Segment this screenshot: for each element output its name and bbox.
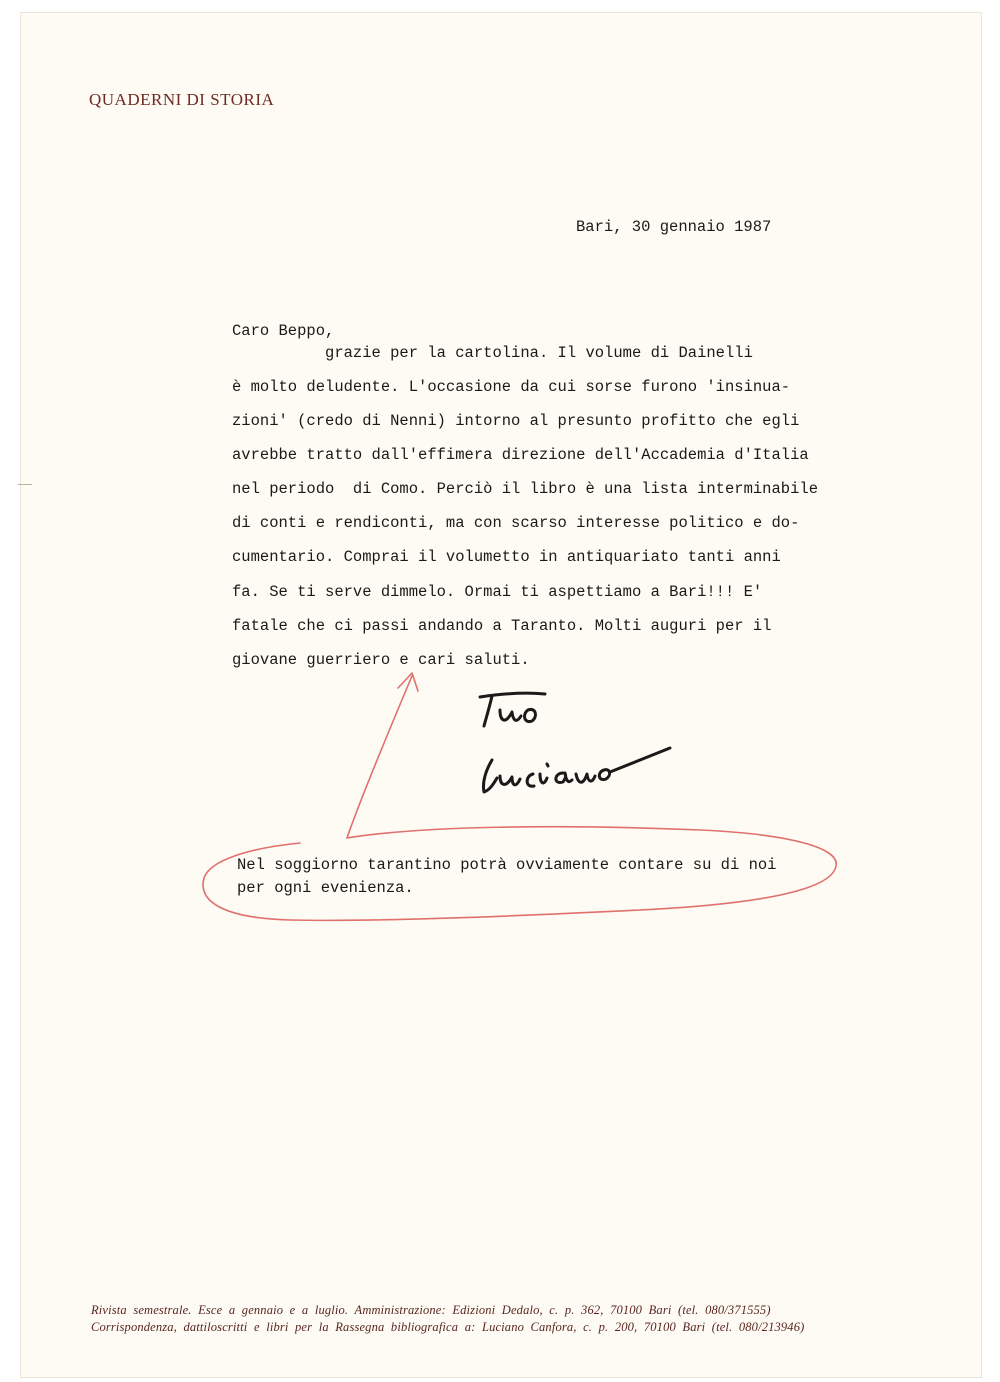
salutation: Caro Beppo, [232,322,335,340]
postscript-line: Nel soggiorno tarantino potrà ovviamente contare su di noi [237,856,777,874]
body-line: grazie per la cartolina. Il volume di Dainelli [232,344,753,362]
body-line: zioni' (credo di Nenni) intorno al presunto profitto che egli [232,412,800,430]
body-line: è molto deludente. L'occasione da cui sorse furono 'insinua- [232,378,791,396]
body-line: avrebbe tratto dall'effimera direzione dell'Accademia d'Italia [232,446,809,464]
postscript-line: per ogni evenienza. [237,879,414,897]
footer-line: Rivista semestrale. Esce a gennaio e a luglio. Amministrazione: Edizioni Dedalo, c. p. 362, 70100 Bari (tel. 080/371555) [91,1303,771,1317]
body-line: fatale che ci passi andando a Taranto. Molti auguri per il [232,617,772,635]
body-line: di conti e rendiconti, ma con scarso interesse politico e do- [232,514,800,532]
letterhead-title: QUADERNI DI STORIA [89,90,275,109]
letter-date: Bari, 30 gennaio 1987 [576,218,772,236]
body-line: cumentario. Comprai il volumetto in antiquariato tanti anni [232,548,781,566]
body-line: nel periodo di Como. Perciò il libro è una lista interminabile [232,480,818,498]
footer-line: Corrispondenza, dattiloscritti e libri per la Rassegna bibliografica a: Luciano Canfora, c. p. 200, 70100 Bari (tel. 080/213946) [91,1320,805,1334]
body-line: fa. Se ti serve dimmelo. Ormai ti aspettiamo a Bari!!! E' [232,583,763,601]
body-line: giovane guerriero e cari saluti. [232,651,530,669]
